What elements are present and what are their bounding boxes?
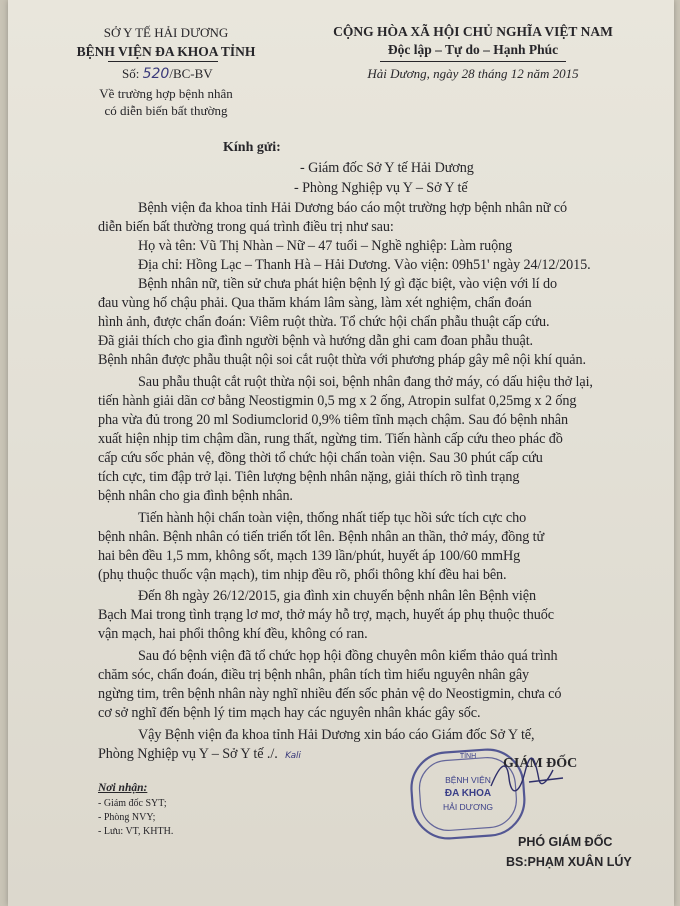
- body-line: Sau đó bệnh viện đã tổ chức họp hội đồng chuyên môn kiểm thảo quá trình: [138, 648, 558, 664]
- body-line: tích cực, tim đập trở lại. Tiên lượng bệnh nhân nặng, giải thích rõ tình trạng: [98, 469, 520, 485]
- body-line: pha vừa đủ trong 20 ml Sodiumclorid 0,9% tiêm tĩnh mạch chậm. Sau đó bệnh nhân: [98, 412, 568, 428]
- body-line: vận mạch, hai phổi thông khí đều, không có ran.: [98, 626, 368, 642]
- place-date: Hải Dương, ngày 28 tháng 12 năm 2015: [367, 66, 579, 81]
- body-line: [98, 746, 301, 763]
- body-line: Địa chỉ: Hồng Lạc – Thanh Hà – Hải Dương. Vào viện: 09h51' ngày 24/12/2015.: [138, 257, 591, 273]
- closing-line: Phòng Nghiệp vụ Y – Sở Y tế ./.: [98, 746, 278, 762]
- body-line: Sau phẫu thuật cắt ruột thừa nội soi, bệnh nhân đang thở máy, có dấu hiệu thở lại,: [138, 374, 593, 390]
- recipient-2: - Phòng Nghiệp vụ Y – Sở Y tế: [294, 180, 468, 196]
- body-line: tiến hành giải dãn cơ bằng Neostigmin 0,5 mg x 2 ống, Atropin sulfat 0,25mg x 2 ống: [98, 393, 577, 409]
- subject-line-2: có diễn biến bất thường: [104, 103, 228, 118]
- body-line: Họ và tên: Vũ Thị Nhàn – Nữ – 47 tuổi – Nghề nghiệp: Làm ruộng: [138, 238, 513, 254]
- deputy-title: PHÓ GIÁM ĐỐC: [518, 835, 613, 849]
- signer-name: BS:PHẠM XUÂN LÚY: [506, 855, 632, 869]
- recipient-1: - Giám đốc Sở Y tế Hải Dương: [300, 160, 474, 176]
- body-line: Vậy Bệnh viện đa khoa tỉnh Hải Dương xin báo cáo Giám đốc Sở Y tế,: [138, 727, 535, 743]
- body-line: Bệnh nhân nữ, tiền sử chưa phát hiện bệnh lý gì đặc biệt, vào viện với lí do: [138, 276, 557, 292]
- document-number: [122, 66, 213, 82]
- ministry-name: SỞ Y TẾ HẢI DƯƠNG: [103, 25, 229, 40]
- stamp-line: BỆNH VIỆN: [445, 775, 491, 785]
- body-line: (phụ thuộc thuốc vận mạch), tim nhịp đều rõ, phổi thông khí đều hai bên.: [98, 567, 507, 583]
- body-line: cơ sở nghĩ đến bệnh lý tim mạch hay các nguyên nhân khác gây sốc.: [98, 705, 481, 721]
- body-line: bệnh nhân. Bệnh nhân có tiến triển tốt lên. Bệnh nhân an thần, thở máy, đồng tử: [98, 529, 545, 545]
- footer-recipient: - Phòng NVY;: [98, 812, 156, 823]
- handwritten-initials: Kali: [285, 751, 301, 761]
- body-line: xuất hiện nhịp tim chậm dần, rung thất, ngừng tim. Tiến hành cấp cứu theo phác đồ: [98, 431, 563, 447]
- subject-line-1: Về trường hợp bệnh nhân: [99, 86, 233, 101]
- body-line: Bệnh nhân được phẫu thuật nội soi cắt ruột thừa với phương pháp gây mê nội khí quản.: [98, 352, 586, 368]
- salutation-label: Kính gửi:: [223, 140, 281, 155]
- header-underline: [108, 61, 218, 62]
- doc-no-suffix: /BC-BV: [169, 66, 213, 81]
- body-line: diễn biến bất thường trong quá trình điều trị như sau:: [98, 219, 394, 235]
- body-line: ngừng tim, trên bệnh nhân này nghĩ nhiều đến sốc phản vệ do Neostigmin, chưa có: [98, 686, 562, 702]
- motto: Độc lập – Tự do – Hạnh Phúc: [387, 42, 559, 57]
- footer-recipient: - Giám đốc SYT;: [98, 798, 167, 809]
- body-line: Đã giải thích cho gia đình người bệnh và hướng dẫn ghi cam đoan phẫu thuật.: [98, 333, 534, 349]
- signature-icon: [483, 752, 573, 802]
- body-line: Tiến hành hội chẩn toàn viện, thống nhất tiếp tục hồi sức tích cực cho: [138, 510, 527, 526]
- stamp-ring-text: TỈNH: [459, 753, 477, 760]
- body-line: hình ảnh, được chẩn đoán: Viêm ruột thừa. Tổ chức hội chẩn phẫu thuật cấp cứu.: [98, 314, 550, 330]
- body-line: Bạch Mai trong tình trạng lơ mơ, thở máy hỗ trợ, mạch, huyết áp phụ thuộc thuốc: [98, 607, 554, 623]
- body-line: chăm sóc, chẩn đoán, điều trị bệnh nhân, phân tích tìm hiểu nguyên nhân gây: [98, 667, 530, 683]
- body-line: Bệnh viện đa khoa tỉnh Hải Dương báo cáo một trường hợp bệnh nhân nữ có: [138, 200, 567, 216]
- body-line: hai bên đều 1,5 mm, không sốt, mạch 139 lần/phút, huyết áp 100/60 mmHg: [98, 548, 521, 564]
- stamp-line: HẢI DƯƠNG: [443, 802, 493, 812]
- motto-underline: [380, 61, 566, 62]
- footer-recipient: - Lưu: VT, KHTH.: [98, 826, 174, 837]
- document-page: [8, 0, 674, 906]
- body-line: Đến 8h ngày 26/12/2015, gia đình xin chuyển bệnh nhân lên Bệnh viện: [138, 588, 536, 604]
- hospital-name: BỆNH VIỆN ĐA KHOA TỈNH: [76, 44, 256, 59]
- doc-no-value: 520: [142, 66, 170, 82]
- stamp-line: ĐA KHOA: [444, 788, 492, 799]
- body-line: cấp cứu sốc phản vệ, đồng thời tổ chức hội chẩn toàn viện. Sau 30 phút cấp cứu: [98, 450, 543, 466]
- nation-title: CỘNG HÒA XÃ HỘI CHỦ NGHĨA VIỆT NAM: [333, 24, 613, 39]
- body-line: đau vùng hố chậu phải. Qua thăm khám lâm sàng, làm xét nghiệm, chẩn đoán: [98, 295, 532, 311]
- director-title: GIÁM ĐỐC: [503, 756, 578, 771]
- body-line: bệnh nhân cho gia đình bệnh nhân.: [98, 488, 293, 504]
- recipients-title: Nơi nhận:: [98, 782, 148, 794]
- doc-no-label: Số:: [122, 66, 140, 81]
